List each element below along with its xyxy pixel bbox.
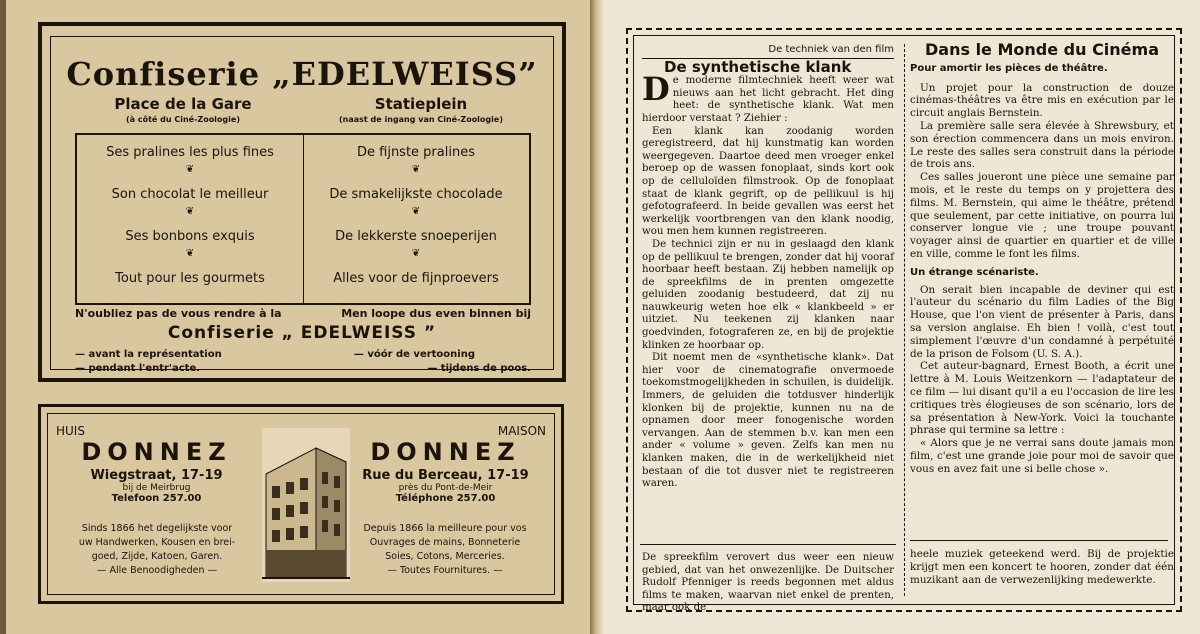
near: bij de Meirbrug	[122, 483, 191, 493]
edelweiss-inner-frame	[50, 36, 554, 374]
donnez-name: DONNEZ	[370, 438, 521, 466]
product-line: Alles voor de fijnproevers	[333, 271, 499, 286]
right-page	[604, 0, 1200, 634]
column-divider	[904, 44, 905, 596]
huis-label: HUIS	[56, 424, 85, 438]
desc-line: Depuis 1866 la meilleure pour vos	[363, 523, 527, 534]
street: Wiegstraat, 17-19	[90, 468, 223, 483]
article-paragraph: Een klank kan zoodanig worden geregistreerd, dat hij kunstmatig kan worden weergegeven. Daartoe deed men vroeger enkel beroep op de wassen fonoplaat, sinds kort ook op de celluloïden filmstrook. Op de fonoplaat staat de klank gegrift, op de pellikuul is hij gefotografeerd. In beide gevallen was eerst het werkelijk voortbrengen van den klank noodig, wou men hem kunnen registreeren.	[642, 125, 894, 238]
time-fr-1: — avant la représentation	[75, 349, 222, 360]
time-fr-2: — pendant l'entr'acte.	[75, 363, 201, 374]
desc-line: — Alle Benoodigheden —	[96, 565, 218, 576]
section-subtitle: Pour amortir les pièces de théâtre.	[910, 62, 1108, 74]
article-paragraph	[642, 70, 894, 125]
street: Rue du Berceau, 17-19	[362, 468, 529, 483]
statieplein: Statieplein	[374, 95, 468, 113]
edelweiss-advertisement	[38, 22, 566, 382]
maison-label: MAISON	[497, 424, 546, 438]
desc-line: — Toutes Fournitures. —	[387, 565, 503, 576]
ornament-icon: ❦	[411, 164, 421, 175]
product-line: Ses pralines les plus fines	[106, 145, 274, 160]
shop-building-illustration	[262, 428, 350, 582]
reminder-dutch: Men loope dus even binnen bij	[341, 307, 531, 320]
place-note-fr: (à côté du Ciné-Zoologie)	[126, 115, 240, 124]
near: près du Pont-de-Meir	[398, 483, 493, 493]
article-title: De synthetische klank	[664, 57, 852, 76]
time-nl-1: — vóór de vertooning	[353, 349, 475, 360]
ornament-icon: ❦	[185, 206, 195, 217]
article-paragraph: Ces salles joueront une pièce une semaine par mois, et le reste du temps on y projettera des films. M. Bernstein, qui aime le théâtre, prétend que seulement, par cette initiative, on pourra lui conserver longue vie ; une troupe pouvant voyager ainsi de quartier en quartier et de ville en ville, comme le font les films.	[910, 171, 1174, 260]
product-line: Son chocolat le meilleur	[111, 187, 269, 202]
section-subtitle: Un étrange scénariste.	[910, 266, 1039, 278]
article-paragraph: Un projet pour la construction de douze cinémas-théâtres va être mis en exécution par le circuit anglais Bernstein.	[910, 81, 1174, 120]
ornament-icon: ❦	[411, 248, 421, 259]
phone: Téléphone 257.00	[395, 493, 496, 504]
product-line: De smakelijkste chocolade	[329, 187, 503, 202]
synthetic-sound-article	[642, 44, 894, 491]
donnez-advertisement	[38, 404, 564, 604]
phone: Telefoon 257.00	[111, 493, 202, 504]
section-rule	[640, 544, 896, 545]
article-inner-frame	[633, 35, 1175, 614]
edelweiss-brand-repeat: Confiserie „ EDELWEISS ”	[167, 323, 437, 343]
time-nl-2: — tijdens de poos.	[427, 363, 531, 374]
product-line: Tout pour les gourmets	[115, 271, 265, 286]
donnez-french-column	[343, 420, 548, 504]
products-dutch	[303, 135, 529, 303]
donnez-dutch-description	[52, 522, 262, 578]
products-box	[75, 133, 531, 305]
column-title: Dans le Monde du Cinéma	[925, 40, 1159, 59]
desc-line: uw Handwerken, Kousen en brei-	[78, 537, 236, 548]
ornament-icon: ❦	[185, 164, 195, 175]
section-rule	[910, 540, 1168, 541]
donnez-dutch-column	[54, 420, 259, 504]
product-line: De fijnste pralines	[357, 145, 475, 160]
article-paragraph: Cet auteur-bagnard, Ernest Booth, a écrit une lettre à M. Louis Weitzenkorn — l'adaptateur de ce film — lui disant qu'il a eu l'occasion de lire les critiques très élogieuses de son scénario, lors de sa présentation à New-York. Voici la touchante phrase qui termine sa lettre :	[910, 360, 1174, 437]
article-paragraph: Dit noemt men de «synthetische klank». Dat hier voor de cinematografie onvermoede toekomstmogelijkheden in schuilen, is duidelijk. Immers, de geluiden die totdusver hinderlijk klonken bij de projektie, kunnen nu na de opnamen door meer fonogenische worden vervangen. Aan de stemmen b.v. kan men een ander « volume » geven. Zelfs kan men nu klanken maken, die in de werkelijkheid niet bestaan of die tot dusver niet te registreeren waren.	[642, 352, 894, 490]
place-de-la-gare: Place de la Gare	[114, 95, 252, 113]
product-line: De lekkerste snoeperijen	[335, 229, 497, 244]
cinema-world-article	[910, 40, 1174, 476]
left-page	[6, 0, 590, 634]
article-paragraph: De spreekfilm verovert dus weer een nieuw gebied, dat van het onwezenlijke. De Duitscher Rudolf Pfenniger is reeds begonnen met aldus films te maken, waarvan niet enkel de prenten, maar ook de	[642, 552, 894, 614]
article-paragraph: « Alors que je ne verrai sans doute jamais mon film, c'est une grande joie pour moi de savoir que vous en avez fait une si belle chose ».	[910, 437, 1174, 475]
products-french	[77, 135, 304, 303]
continuation-text: heele muziek geteekend werd. Bij de projektie krijgt men een koncert te hooren, zonder dat één muzikant aan de verwezenlijking medewerkte.	[910, 548, 1174, 586]
ornament-icon: ❦	[185, 248, 195, 259]
article-kicker: De techniek van den film	[642, 44, 894, 59]
donnez-french-description	[340, 522, 550, 578]
paragraph-text: e moderne filmtechniek heeft weer wat nieuws aan het licht gebracht. Het ding heet: de synthetische klank. Wat men hierdoor verstaat ? Ziehier :	[642, 75, 894, 124]
reminder-french: N'oubliez pas de vous rendre à la	[75, 307, 282, 320]
place-note-nl: (naast de ingang van Ciné-Zoologie)	[339, 115, 503, 124]
product-line: Ses bonbons exquis	[125, 229, 255, 244]
desc-line: Soies, Cotons, Merceries.	[385, 551, 505, 562]
article-paragraph: De technici zijn er nu in geslaagd den klank op de pellikuul te brengen, zonder dat hij vooraf hoorbaar heeft bestaan. Zij hebben namelijk op de spreekfilms de in prenten omgezette geluiden zoodanig bestudeerd, dat zij nu nauwkeurig weten hoe elk « klankbeeld » er uitziet. Nu teekenen zij klanken naar goedvinden, fotograferen ze, en bij de projektie klinken ze hoorbaar op.	[642, 238, 894, 351]
article-paragraph: On serait bien incapable de deviner qui est l'auteur du scénario du film Ladies of the Big House, que l'on vient de présenter à Paris, dans sa version anglaise. Eh bien ! voilà, c'est tout simplement l'œuvre d'un condamné à perpétuité de la prison de Folsom (U. S. A.).	[910, 283, 1174, 360]
desc-line: Sinds 1866 het degelijkste voor	[81, 523, 233, 534]
article-frame	[626, 28, 1182, 612]
edelweiss-brand: Confiserie „EDELWEISS”	[66, 55, 538, 93]
drop-cap: D	[642, 70, 670, 109]
desc-line: Ouvrages de mains, Bonneterie	[369, 537, 521, 548]
desc-line: goed, Zijde, Katoen, Garen.	[91, 551, 223, 562]
donnez-name: DONNEZ	[81, 438, 232, 466]
donnez-inner-frame	[47, 413, 555, 595]
book-gutter	[590, 0, 604, 634]
article-paragraph: La première salle sera élevée à Shrewsbury, et son érection commencera dans un mois environ. Le reste des salles sera construit dans la période de trois ans.	[910, 119, 1174, 171]
ornament-icon: ❦	[411, 206, 421, 217]
